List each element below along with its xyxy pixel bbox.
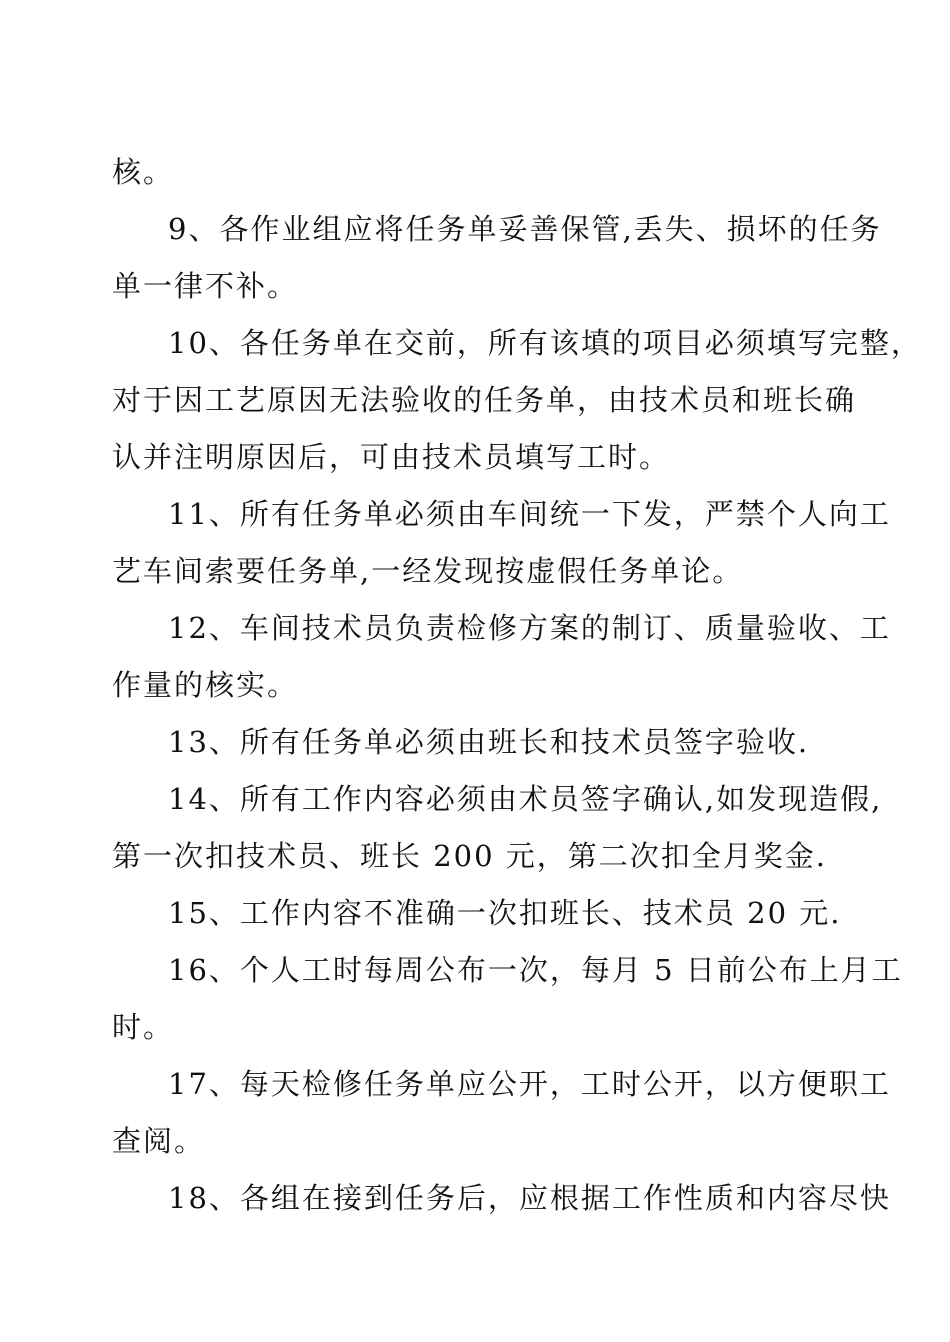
text-line-15: 16、个人工时每周公布一次，每月 5 日前公布上月工 bbox=[168, 953, 903, 987]
text-line-8: 艺车间索要任务单,一经发现按虚假任务单论。 bbox=[112, 554, 744, 588]
text-line-17: 17、每天检修任务单应公开，工时公开，以方便职工 bbox=[168, 1067, 891, 1101]
text-line-18: 查阅。 bbox=[112, 1124, 206, 1158]
text-line-4: 10、各任务单在交前，所有该填的项目必须填写完整， bbox=[168, 326, 922, 360]
text-line-6: 认并注明原因后，可由技术员填写工时。 bbox=[112, 440, 671, 474]
text-line-10: 作量的核实。 bbox=[112, 668, 299, 702]
text-line-12: 14、所有工作内容必须由术员签字确认,如发现造假, bbox=[168, 782, 883, 816]
text-line-7: 11、所有任务单必须由车间统一下发，严禁个人向工 bbox=[168, 497, 891, 531]
text-line-13: 第一次扣技术员、班长 200 元，第二次扣全月奖金. bbox=[112, 839, 828, 873]
text-line-16: 时。 bbox=[112, 1010, 175, 1044]
text-line-3: 单一律不补。 bbox=[112, 269, 299, 303]
text-line-9: 12、车间技术员负责检修方案的制订、质量验收、工 bbox=[168, 611, 891, 645]
text-line-5: 对于因工艺原因无法验收的任务单，由技术员和班长确 bbox=[112, 383, 857, 417]
text-line-1: 核。 bbox=[112, 155, 175, 189]
text-line-19: 18、各组在接到任务后，应根据工作性质和内容尽快 bbox=[168, 1181, 891, 1215]
text-line-14: 15、工作内容不准确一次扣班长、技术员 20 元. bbox=[168, 896, 842, 930]
text-line-2: 9、各作业组应将任务单妥善保管,丢失、损坏的任务 bbox=[168, 212, 882, 246]
text-line-11: 13、所有任务单必须由班长和技术员签字验收. bbox=[168, 725, 810, 759]
